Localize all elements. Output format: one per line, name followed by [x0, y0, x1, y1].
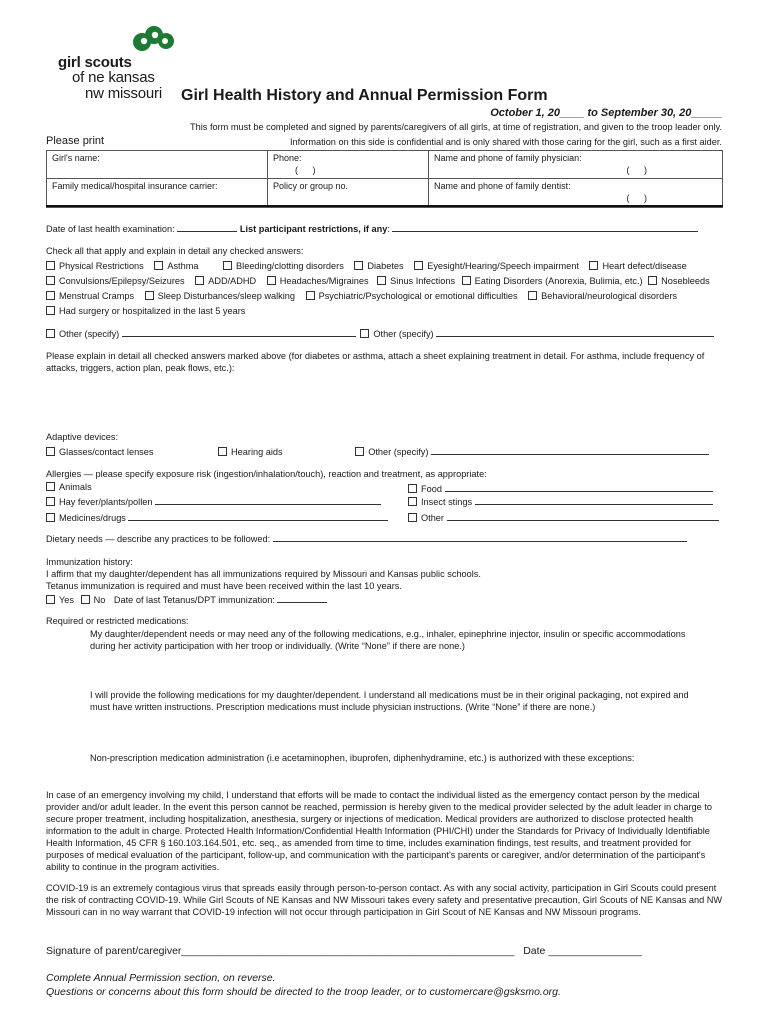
contact-info-table [46, 150, 723, 208]
dentist-field[interactable]: Name and phone of family dentist: ( ) [429, 179, 723, 207]
organization-logo [58, 26, 180, 102]
glasses-checkbox[interactable] [46, 447, 55, 456]
form-instructions: This form must be completed and signed by parents/caregivers of all girls, at time of registration, and given to the troop leader only. [190, 122, 722, 132]
adaptive-other-input[interactable] [431, 445, 709, 455]
other-condition-checkbox-2[interactable] [360, 329, 369, 338]
condition-checkbox[interactable] [589, 261, 598, 270]
other-condition-checkbox[interactable] [46, 329, 55, 338]
condition-checkbox[interactable] [145, 291, 154, 300]
adaptive-devices-row: Glasses/contact lenses Hearing aids Other (specify) [46, 445, 709, 459]
allergy-food: Food [408, 482, 713, 496]
insurance-carrier-field[interactable]: Family medical/hospital insurance carrier: [47, 179, 268, 207]
other-condition-row: Other (specify) Other (specify) [46, 327, 714, 341]
phone-field[interactable]: Phone: ( ) [268, 151, 429, 179]
section-divider [46, 205, 723, 207]
girls-name-field[interactable]: Girl's name: [47, 151, 268, 179]
check-all-label: Check all that apply and explain in detail any checked answers: [46, 246, 304, 256]
trefoil-logo-icon [132, 26, 176, 56]
condition-checkbox[interactable] [46, 291, 55, 300]
hay-fever-checkbox[interactable] [46, 497, 55, 506]
surgery-row: Had surgery or hospitalized in the last 5 years [46, 306, 245, 318]
allergy-medicines: Medicines/drugs [46, 511, 388, 525]
medicines-checkbox[interactable] [46, 513, 55, 522]
hearing-aids-checkbox[interactable] [218, 447, 227, 456]
allergies-intro: Allergies — please specify exposure risk (ingestion/inhalation/touch), reaction and treatment, as appropriate: [46, 469, 487, 479]
form-title: Girl Health History and Annual Permission Form [181, 87, 548, 104]
signature-date-input[interactable]: ________________ [548, 945, 642, 957]
other-condition-input[interactable] [122, 327, 356, 337]
physician-field[interactable]: Name and phone of family physician: ( ) [429, 151, 723, 179]
condition-checkbox[interactable] [267, 276, 276, 285]
condition-checkbox[interactable] [528, 291, 537, 300]
last-exam-date-input[interactable] [177, 222, 237, 232]
logo-text-line2: of ne kansas [72, 69, 155, 86]
confidentiality-note: Information on this side is confidential and is only shared with those caring for the girl, such as a first aider. [289, 137, 722, 147]
covid-disclaimer-text: COVID-19 is an extremely contagious virus that spreads easily through person-to-person contact. As with any social activity, participation in Girl Scouts could present the risk of contracting COVID-19. While Girl Scouts of NE Kansas and NW Missouri takes every safety and presentative precaution, Girl Scouts of NE Kansas and NW Missouri can in no way warrant that COVID-19 infection will not occur through participation in Girl Scout of NE Kansas and NW Missouri programs. [46, 883, 723, 917]
immunization-section: Immunization history: I affirm that my daughter/dependent has all immunizations required by Missouri and Kansas public schools. Tetanus immunization is required and must have been received within the last 10 years. Yes No Date of last Tetanus/DPT immunization: [46, 557, 481, 605]
exam-restrictions-row: Date of last health examination: List participant restrictions, if any: [46, 222, 698, 236]
allergy-animals: Animals [46, 482, 92, 494]
condition-checkbox[interactable] [462, 276, 471, 285]
medications-provide-text: I will provide the following medications for my daughter/dependent. I understand all medications must be in their original packaging, not expired and must have written instructions. Prescription medications must include physician instructions. (Write “None” if there are none.) [90, 690, 689, 712]
insect-stings-checkbox[interactable] [408, 497, 417, 506]
hay-fever-input[interactable] [155, 495, 381, 505]
condition-checkbox[interactable] [648, 276, 657, 285]
food-input[interactable] [445, 482, 713, 492]
logo-text-line3: nw missouri [85, 85, 162, 102]
logo-text-line1: girl scouts [58, 54, 132, 71]
condition-checkbox[interactable] [306, 291, 315, 300]
allergy-other-input[interactable] [447, 511, 719, 521]
restrictions-input[interactable] [392, 222, 698, 232]
condition-checkbox[interactable] [223, 261, 232, 270]
condition-checkbox[interactable] [46, 276, 55, 285]
animals-checkbox[interactable] [46, 482, 55, 491]
conditions-row-3: Menstrual Cramps Sleep Disturbances/sleep walking Psychiatric/Psychological or emotional difficulties Behavioral/neurological disorders [46, 291, 677, 303]
explain-instructions: Please explain in detail all checked answers marked above (for diabetes or asthma, attach a sheet explaining treatment in detail. For asthma, include frequency of attacks, triggers, action plan, peak flows, etc.): [46, 351, 705, 373]
conditions-row-2: Convulsions/Epilepsy/Seizures ADD/ADHD Headaches/Migraines Sinus Infections Eating Disorders (Anorexia, Bulimia, etc.) Nosebleeds [46, 276, 710, 288]
tetanus-yes-checkbox[interactable] [46, 595, 55, 604]
form-date-range: October 1, 20____ to September 30, 20_____ [490, 107, 722, 119]
allergy-hay: Hay fever/plants/pollen [46, 495, 381, 509]
allergy-other: Other [408, 511, 719, 525]
allergy-other-checkbox[interactable] [408, 513, 417, 522]
surgery-checkbox[interactable] [46, 306, 55, 315]
medicines-input[interactable] [128, 511, 388, 521]
emergency-consent-text: In case of an emergency involving my child, I understand that efforts will be made to contact the individual listed as the emergency contact person by the medical provider and/or adult leader. In the event this person cannot be reached, permission is hereby given to the medical provider selected by the adult leader in charge to secure proper treatment, including hospitalization, anesthesia, surgery or injections of medication. Medical providers are authorized to disclose protected health information to the adult in charge. Protected Health Information/Confidential Health Information (PHI/CHI) under the Standards for Privacy of Individually Identifiable Health Information, 45 CFR § 160.103.164.501, etc. seq., as amended from time to time, includes examination findings, test results, and treatment provided for purposes of medical evaluation of the participant, follow-up, and communication with the participant's parents or caregiver, and/or determination of the participant's ability to continue in the program activities. [46, 790, 712, 872]
tetanus-date-input[interactable] [277, 593, 327, 603]
adaptive-devices-label: Adaptive devices: [46, 432, 119, 442]
insect-stings-input[interactable] [475, 495, 713, 505]
condition-checkbox[interactable] [46, 261, 55, 270]
food-checkbox[interactable] [408, 484, 417, 493]
please-print-label: Please print [46, 135, 105, 147]
tetanus-no-checkbox[interactable] [81, 595, 90, 604]
adaptive-other-checkbox[interactable] [355, 447, 364, 456]
condition-checkbox[interactable] [154, 261, 163, 270]
dietary-input[interactable] [273, 532, 687, 542]
other-condition-input-2[interactable] [436, 327, 714, 337]
conditions-row-1: Physical Restrictions Asthma Bleeding/clotting disorders Diabetes Eyesight/Hearing/Speech impairment Heart defect/disease [46, 261, 687, 273]
allergy-insect: Insect stings [408, 495, 713, 509]
medications-title: Required or restricted medications: [46, 616, 189, 626]
policy-number-field[interactable]: Policy or group no. [268, 179, 429, 207]
medications-needs-text: My daughter/dependent needs or may need any of the following medications, e.g., inhaler, epinephrine injector, insulin or specific accommodations during her activity participation with her troop or individually. (Write “None” if there are none.) [90, 629, 686, 651]
signature-input[interactable]: _________________________________________________________ [181, 945, 515, 957]
condition-checkbox[interactable] [414, 261, 423, 270]
dietary-row: Dietary needs — describe any practices to be followed: [46, 532, 687, 546]
footer-notes: Complete Annual Permission section, on reverse. Questions or concerns about this form should be directed to the troop leader, or to customercare@gsksmo.org. [46, 972, 561, 999]
signature-row: Signature of parent/caregiver_________________________________________________________ Date ________________ [46, 945, 642, 957]
condition-checkbox[interactable] [377, 276, 386, 285]
condition-checkbox[interactable] [195, 276, 204, 285]
nonrx-medications-text: Non-prescription medication administration (i.e acetaminophen, ibuprofen, diphenhydramine, etc.) is authorized with these exceptions: [90, 753, 635, 763]
condition-checkbox[interactable] [354, 261, 363, 270]
